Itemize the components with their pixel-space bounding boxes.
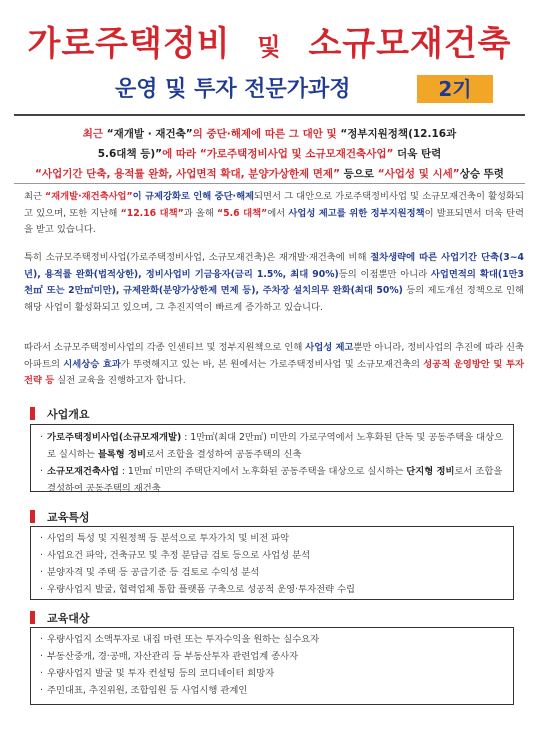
course-subtitle: 운영 및 투자 전문가과정: [115, 77, 351, 102]
section-marker: [30, 611, 35, 624]
target-item: · 부동산중개, 경·공매, 자산관리 등 부동산투자 관련업계 종사자: [40, 651, 299, 662]
intro-line-1: 최근 “재개발 · 재건축”의 중단·해제에 따른 그 대안 및 “정부지원정책(12.16과: [82, 128, 457, 140]
section-marker: [30, 407, 35, 420]
intro-line-3: “사업기간 단축, 용적률 완화, 사업면적 확대, 분양가상한제 면제” 등으로 “사업성 및 시세”상승 뚜렷: [35, 168, 504, 180]
cohort-badge: 2기: [417, 75, 493, 103]
target-item: · 주민대표, 추진위원, 조합임원 등 사업시행 관계인: [40, 685, 248, 696]
intro-divider: [14, 183, 525, 184]
paragraph-purpose: 따라서 소규모주택정비사업의 각종 인센티브 및 정부지원책으로 인해 사업성 제고뿐만 아니라, 정비사업의 추진에 따라 신축 아파트의 시세상승 효과가 뚜렷해지고 있는 바, 본 원에서는 가로주택정비사업 및 소규모재건축의 성공적 운영방안 및 투자전략 등 실전 교육을 진행하고자 합니다.: [24, 342, 524, 387]
title-connector: 및: [257, 33, 282, 61]
section-marker: [30, 510, 35, 523]
feature-item: · 사업요건 파악, 건축규모 및 추정 분담금 검토 등으로 사업성 분석: [40, 550, 311, 561]
intro-summary: [14, 124, 525, 184]
section-heading-features: 교육특성: [30, 509, 90, 525]
section-heading-target: 교육대상: [30, 610, 90, 626]
section-heading-overview: 사업개요: [30, 406, 90, 422]
feature-item: · 분양자격 및 주택 등 공급기준 등 검토로 수익성 분석: [40, 567, 260, 578]
intro-line-2: 5.6대책 등)”에 따라 “가로주택정비사업 및 소규모재건축사업” 더욱 탄력: [97, 148, 442, 160]
feature-item: · 우량사업지 발굴, 협력업체 통합 플랫폼 구축으로 성공적 운영·투자전략 수립: [40, 584, 355, 595]
top-divider: [14, 114, 525, 116]
title-part1: 가로주택정비: [27, 24, 231, 64]
page-title: [0, 22, 539, 69]
overview-item-garo: · 가로주택정비사업(소규모재개발) : 1만㎡(최대 2만㎡) 미만의 가로구역에서 노후화된 단독 및 공동주택을 대상으로 실시하는 블록형 정비로서 조합을 결성하여 공동주택의 신축: [40, 432, 504, 460]
target-item: · 우량사업지 발굴 및 투자 컨설팅 등의 코디네이터 희망자: [40, 668, 275, 679]
target-item: · 우량사업지 소액투자로 내집 마련 또는 투자수익을 원하는 실수요자: [40, 634, 320, 645]
target-box: [30, 627, 514, 705]
paragraph-background: 최근 “재개발·재건축사업”이 규제강화로 인해 중단·해제되면서 그 대안으로 가로주택정비사업 및 소규모재건축이 활성화되고 있으며, 또한 지난해 “12.16 대책”과 올해 “5.6 대책”에서 사업성 제고를 위한 정부지원정책이 발표되면서 더욱 탄력을 받고 있습니다.: [24, 191, 524, 236]
features-box: [30, 526, 514, 600]
title-part2: 소규모재건축: [308, 24, 512, 64]
overview-item-reconstruction: · 소규모재건축사업 : 1만㎡ 미만의 주택단지에서 노후화된 공동주택을 대상으로 실시하는 단지형 정비로서 조합을 결성하여 공동주택의 재건축: [40, 466, 503, 494]
paragraph-advantages: 특히 소규모주택정비사업(가로주택정비사업, 소규모재건축)은 재개발·재건축에 비해 절차생략에 따른 사업기간 단축(3~4년), 용적률 완화(법적상한), 정비사업비 기금융자(금리 1.5%, 최대 90%)등의 이점뿐만 아니라 사업면적의 확대(1만3천㎡ 또는 2만㎡미만), 규제완화(분양가상한제 면제 등), 주차장 설치의무 완화(최대 50%) 등의 제도개선 정책으로 인해 해당 사업이 활성화되고 있으며, 그 추진지역이 빠르게 증가하고 있습니다.: [24, 252, 525, 313]
overview-box: [30, 424, 514, 492]
feature-item: · 사업의 특성 및 지원정책 등 분석으로 투자가치 및 비전 파악: [40, 533, 290, 544]
